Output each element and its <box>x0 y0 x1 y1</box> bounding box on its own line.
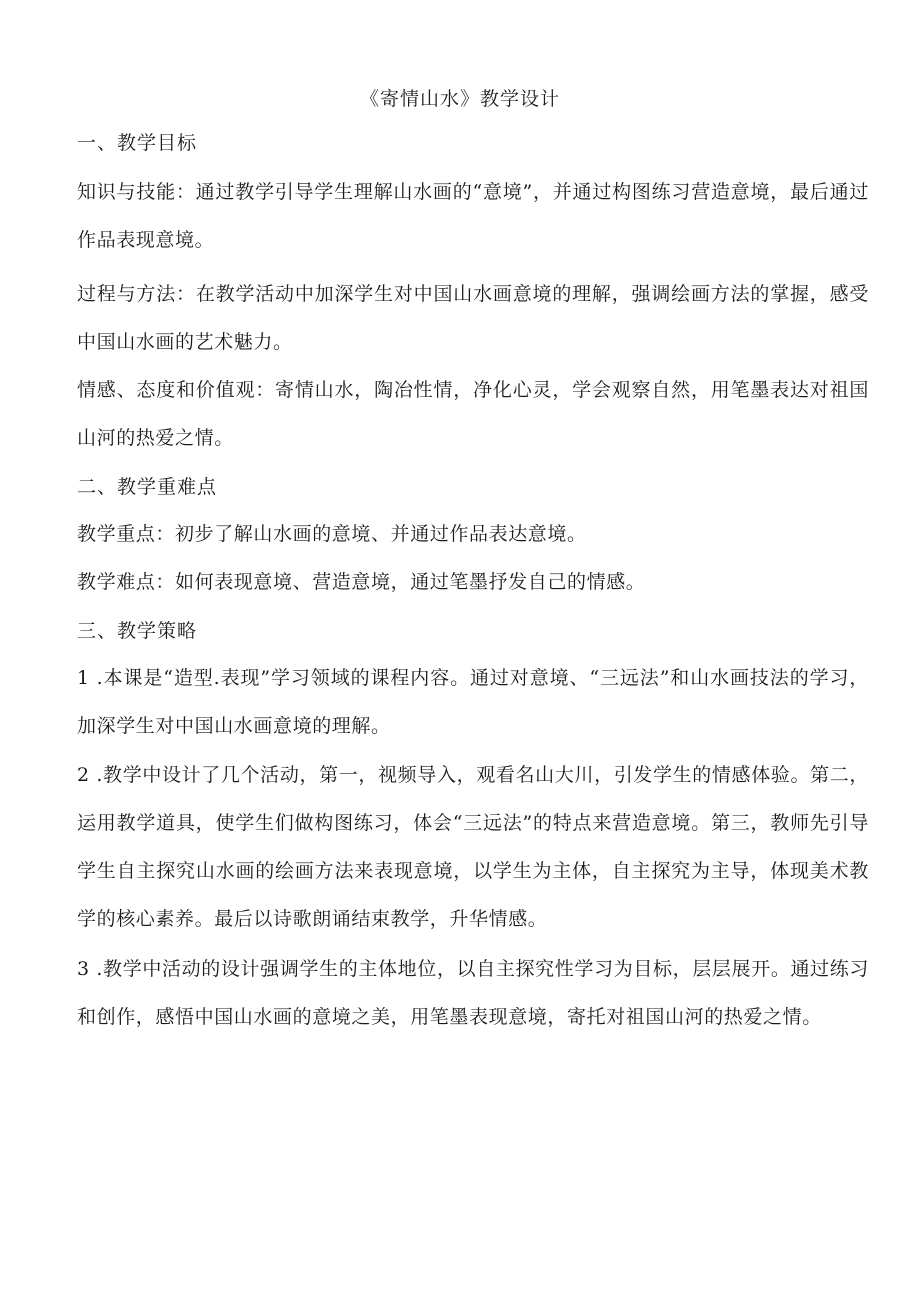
paragraph-emotion-values: 情感、态度和价值观：寄情山水，陶冶性情，净化心灵，学会观察自然，用笔墨表达对祖国山河的热爱之情。 <box>77 379 869 449</box>
section-heading-objectives: 一、教学目标 <box>77 132 198 154</box>
paragraph-knowledge-skills: 知识与技能：通过教学引导学生理解山水画的“意境”，并通过构图练习营造意境，最后通过作品表现意境。 <box>77 181 869 251</box>
paragraph-key-point: 教学重点：初步了解山水画的意境、并通过作品表达意境。 <box>77 523 587 545</box>
section-heading-strategy: 三、教学策略 <box>77 620 198 642</box>
section-heading-key-difficult: 二、教学重难点 <box>77 476 218 498</box>
paragraph-difficult-point: 教学难点：如何表现意境、营造意境，通过笔墨抒发自己的情感。 <box>77 571 646 593</box>
paragraph-process-methods: 过程与方法：在教学活动中加深学生对中国山水画意境的理解，强调绘画方法的掌握，感受中国山水画的艺术魅力。 <box>77 283 869 353</box>
document-title: 《寄情山水》教学设计 <box>359 88 560 110</box>
paragraph-strategy-3: 3 .教学中活动的设计强调学生的主体地位，以自主探究性学习为目标，层层展开。通过练习和创作，感悟中国山水画的意境之美，用笔墨表现意境，寄托对祖国山河的热爱之情。 <box>77 958 869 1028</box>
paragraph-strategy-2: 2 .教学中设计了几个活动，第一，视频导入，观看名山大川，引发学生的情感体验。第二，运用教学道具，使学生们做构图练习，体会“三远法”的特点来营造意境。第三，教师先引导学生自主探究山水画的绘画方法来表现意境，以学生为主体，自主探究为主导，体现美术教学的核心素养。最后以诗歌朗诵结束教学，升华情感。 <box>77 764 869 930</box>
paragraph-strategy-1: 1 .本课是“造型.表现”学习领域的课程内容。通过对意境、“三远法”和山水画技法的学习，加深学生对中国山水画意境的理解。 <box>77 667 869 737</box>
